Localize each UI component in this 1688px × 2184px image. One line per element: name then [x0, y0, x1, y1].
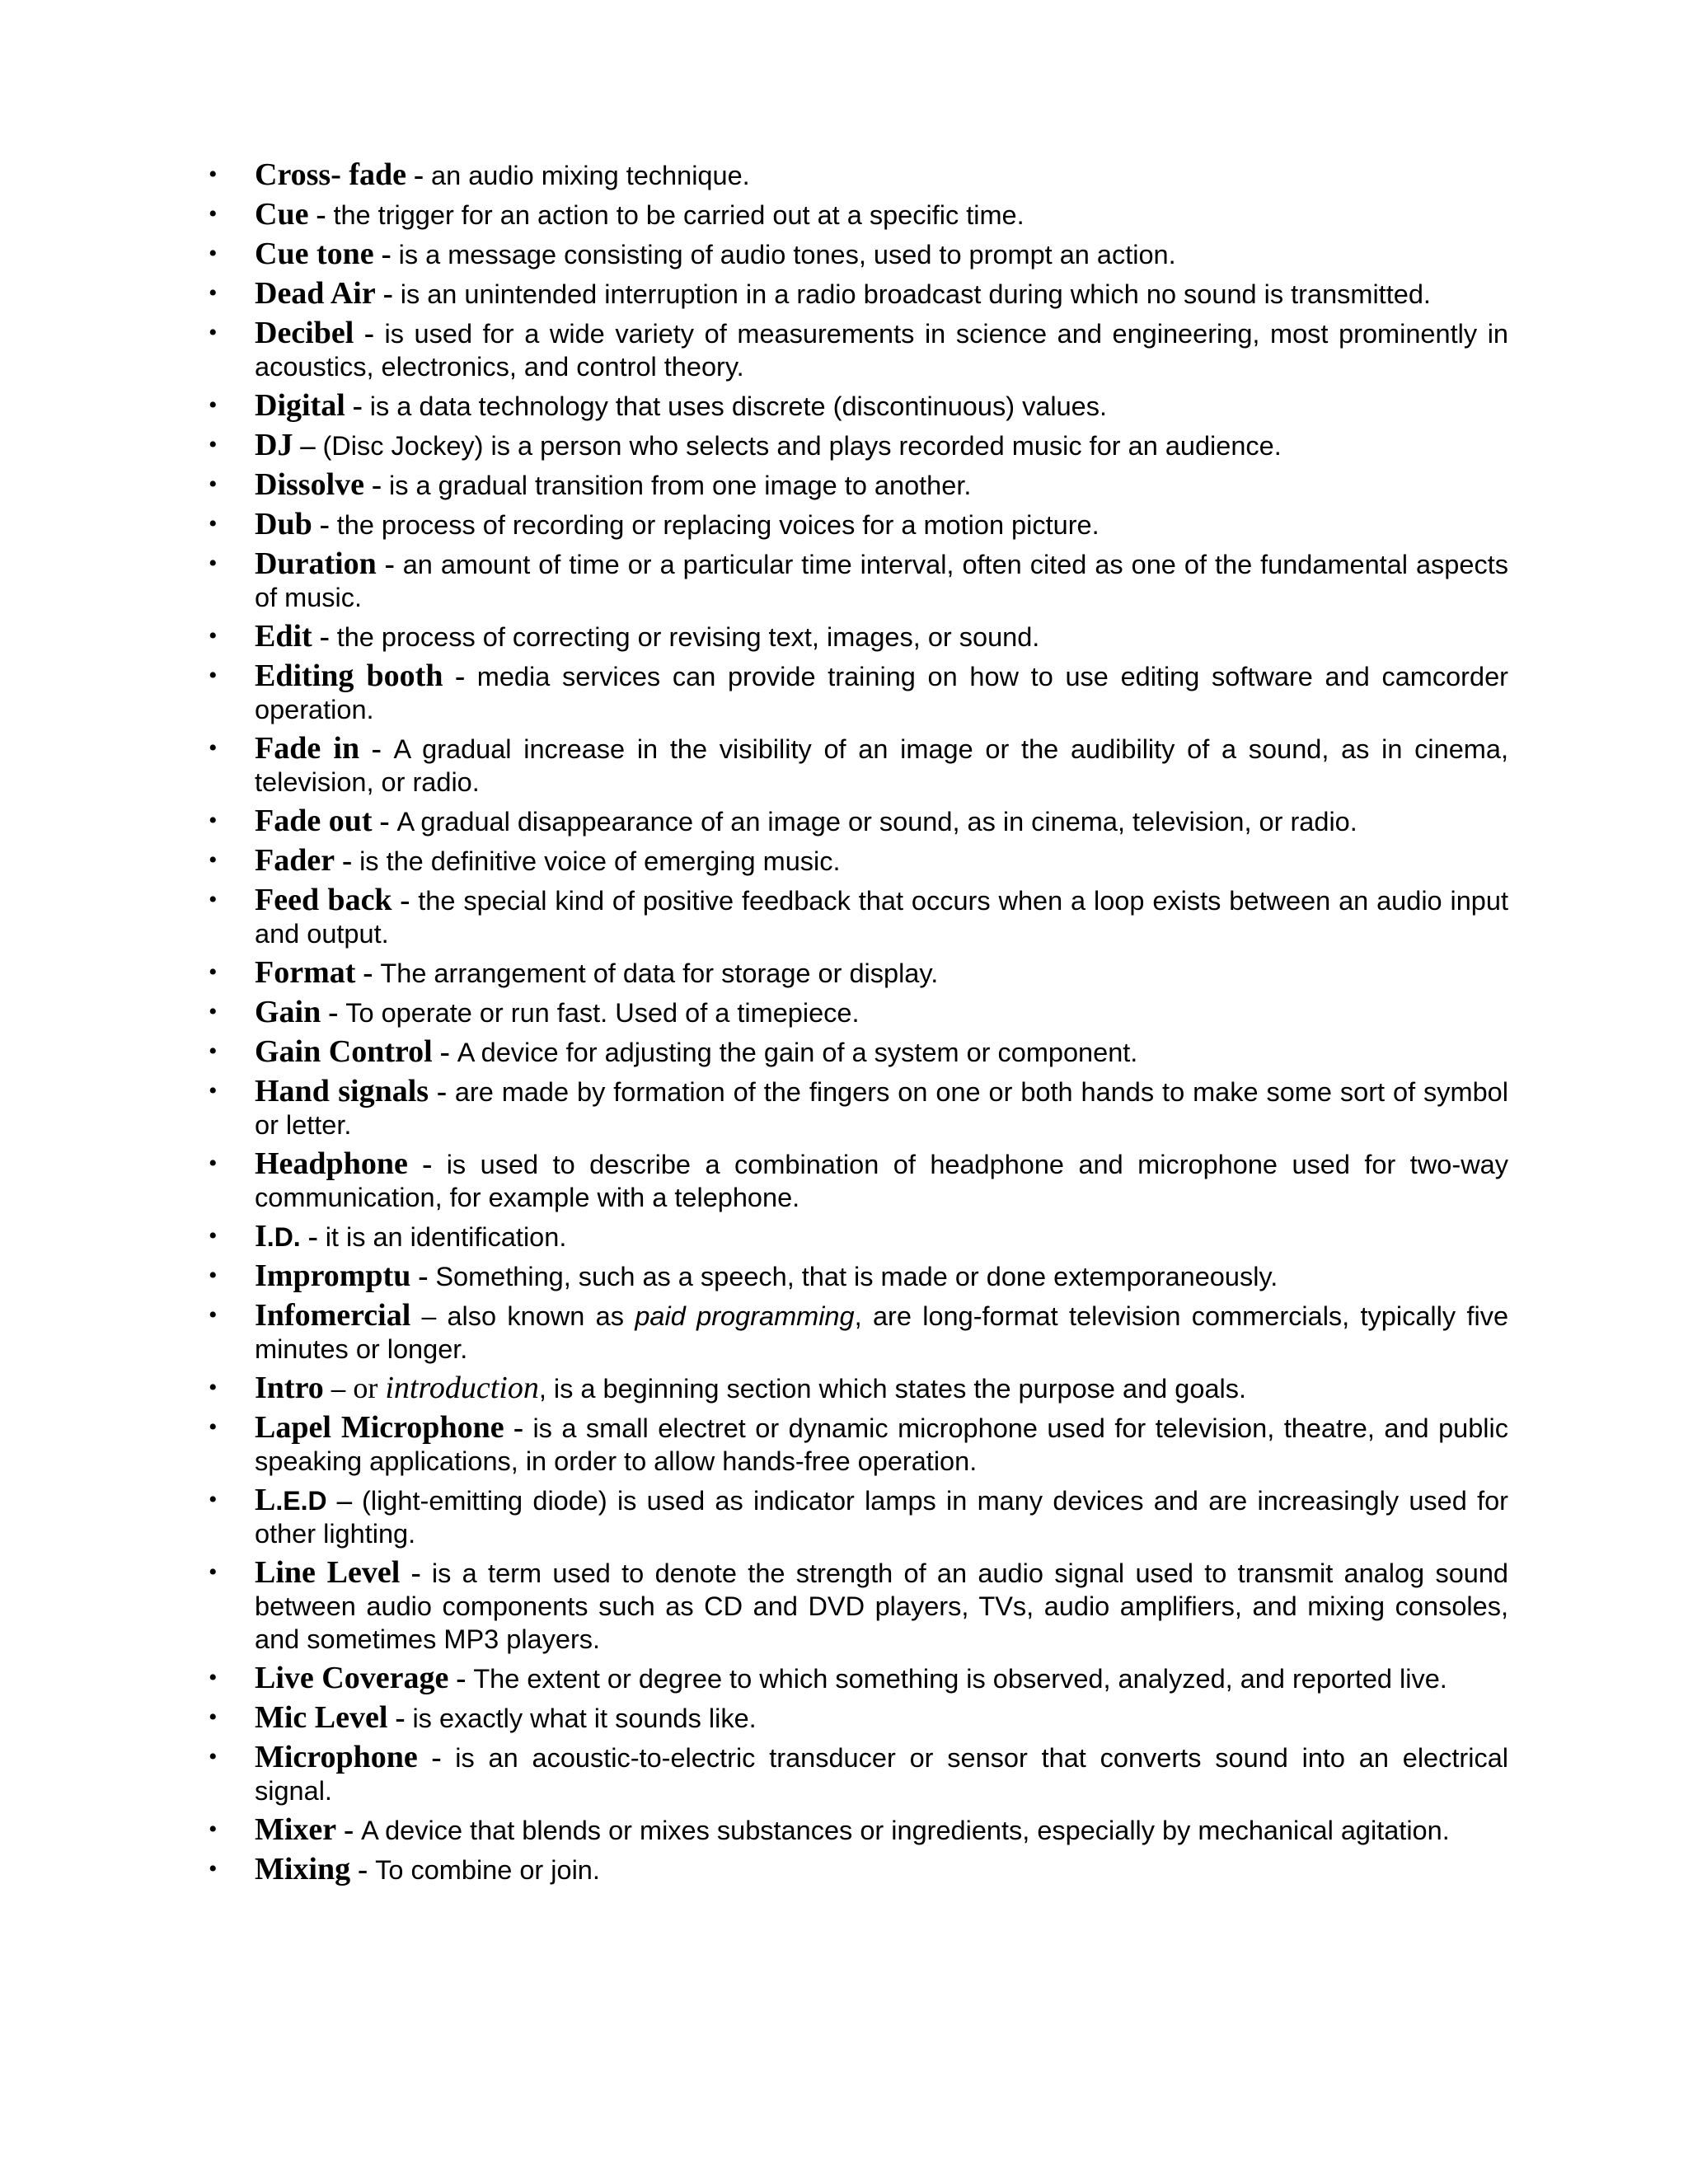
bullet-icon: • [209, 1855, 218, 1882]
glossary-definition: is used to describe a combination of headphone and microphone used for two-way communication, for example with a telephone. [255, 1150, 1508, 1212]
glossary-entry [202, 883, 1508, 950]
bullet-icon: • [209, 1743, 218, 1770]
bullet-icon: • [209, 161, 218, 188]
bullet-icon: • [209, 510, 218, 537]
bullet-icon: • [209, 1077, 218, 1104]
bullet-icon: • [209, 391, 218, 419]
glossary-definition: is the definitive voice of emerging music. [359, 846, 841, 876]
bullet-icon: • [209, 998, 218, 1025]
bullet-icon: • [209, 1374, 218, 1401]
bullet-icon: • [209, 1222, 218, 1249]
glossary-definition: is exactly what it sounds like. [412, 1704, 757, 1733]
term-separator: - [417, 1741, 456, 1774]
glossary-definition: is a message consisting of audio tones, used to prompt an action. [398, 240, 1176, 269]
term-separator: - [448, 1661, 474, 1694]
term-separator: - [354, 316, 385, 349]
glossary-definition: an amount of time or a particular time interval, often cited as one of the fundamental aspects of music. [255, 550, 1508, 612]
bullet-icon: • [209, 1301, 218, 1329]
glossary-entry [202, 1483, 1508, 1550]
glossary-term: Microphone [255, 1740, 418, 1774]
term-separator: - [312, 620, 337, 653]
glossary-term: Hand signals [255, 1074, 429, 1108]
glossary-term: Digital [255, 388, 345, 423]
bullet-icon: • [209, 1150, 218, 1177]
bullet-icon: • [209, 1413, 218, 1441]
definition-text: , are long-format television commercials, typically five minutes or longer. [255, 1301, 1509, 1364]
glossary-entry [202, 1147, 1508, 1214]
glossary-term: Cue [255, 197, 309, 232]
term-separator: - [504, 1411, 533, 1444]
bullet-icon: • [209, 1558, 218, 1586]
term-separator: - [372, 804, 397, 837]
term-separator: - [392, 883, 419, 916]
glossary-entry [202, 316, 1508, 383]
term-separator: - [400, 1556, 432, 1589]
glossary-definition: the trigger for an action to be carried out at a specific time. [333, 200, 1025, 230]
bullet-icon: • [209, 622, 218, 649]
term-separator: - [376, 547, 403, 580]
glossary-entry [202, 1556, 1508, 1656]
definition-italic-text: paid programming [635, 1301, 855, 1331]
glossary-definition: The extent or degree to which something is observed, analyzed, and reported live. [473, 1664, 1447, 1694]
bullet-icon: • [209, 886, 218, 913]
glossary-definition: the process of recording or replacing voices for a motion picture. [336, 510, 1100, 540]
glossary-entry [202, 389, 1508, 423]
glossary-entry [202, 956, 1508, 990]
term-separator: - [429, 1075, 455, 1108]
term-separator: - [350, 1853, 376, 1886]
glossary-definition: the process of correcting or revising text, images, or sound. [336, 622, 1040, 652]
glossary-definition: is an unintended interruption in a radio broadcast during which no sound is transmitted. [400, 279, 1431, 309]
term-separator: - [364, 468, 389, 501]
glossary-definition: is a gradual transition from one image to another. [389, 471, 972, 500]
definition-serif-text: or [353, 1371, 386, 1404]
glossary-term: Live Coverage [255, 1661, 449, 1695]
bullet-icon: • [209, 958, 218, 986]
glossary-term-abbr: .E.D [275, 1486, 327, 1516]
glossary-definition: is used for a wide variety of measurements in science and engineering, most prominently in acoustics, electronics, and control theory. [255, 319, 1508, 382]
glossary-definition: is an acoustic-to-electric transducer or sensor that converts sound into an electrical signal. [255, 1743, 1508, 1806]
glossary-definition: A gradual increase in the visibility of an image or the audibility of a sound, as in cinema, television, or radio. [255, 734, 1508, 797]
glossary-term: Intro [255, 1371, 324, 1405]
glossary-term: Headphone [255, 1146, 408, 1181]
glossary-term-lead: I [255, 1219, 267, 1254]
bullet-icon: • [209, 1816, 218, 1843]
bullet-icon: • [209, 471, 218, 498]
term-separator: - [443, 659, 477, 692]
glossary-term: Impromptu [255, 1258, 411, 1293]
glossary-definition: The arrangement of data for storage or display. [380, 958, 939, 988]
term-separator: - [407, 1147, 447, 1180]
bullet-icon: • [209, 734, 218, 762]
glossary-definition: it is an identification. [325, 1222, 567, 1252]
glossary-term: Mixing [255, 1852, 351, 1886]
bullet-icon: • [209, 1038, 218, 1065]
glossary-entry [202, 804, 1508, 838]
glossary-entry [202, 1371, 1508, 1405]
bullet-icon: • [209, 662, 218, 689]
glossary-entry [202, 1661, 1508, 1695]
bullet-icon: • [209, 319, 218, 346]
glossary-term: Cue tone [255, 237, 374, 271]
glossary-term: Dissolve [255, 467, 364, 502]
bullet-icon: • [209, 1664, 218, 1691]
glossary-definition: is a term used to denote the strength of an audio signal used to transmit analog sound between audio components such as CD and DVD players, TVs, audio amplifiers, and mixing consoles, and sometimes MP3 players. [255, 1558, 1508, 1654]
bullet-icon: • [209, 846, 218, 874]
glossary-list [202, 158, 1508, 1892]
glossary-entry [202, 1411, 1508, 1478]
glossary-definition: (light-emitting diode) is used as indicator lamps in many devices and are increasingly used for other lighting. [255, 1486, 1508, 1549]
glossary-term: Gain [255, 995, 321, 1029]
glossary-term: Fade in [255, 731, 360, 766]
glossary-entry [202, 1035, 1508, 1069]
definition-text: , is a beginning section which states the purpose and goals. [538, 1374, 1247, 1404]
glossary-term: Fader [255, 843, 335, 878]
bullet-icon: • [209, 550, 218, 577]
glossary-entry [202, 732, 1508, 799]
term-separator: – [323, 1374, 354, 1404]
glossary-entry [202, 620, 1508, 654]
term-separator: - [359, 732, 394, 765]
glossary-definition: (Disc Jockey) is a person who selects and plays recorded music for an audience. [322, 431, 1282, 461]
glossary-term: Editing booth [255, 658, 443, 693]
glossary-entry [202, 198, 1508, 232]
glossary-definition: is a data technology that uses discrete (discontinuous) values. [369, 391, 1108, 421]
glossary-entry [202, 1075, 1508, 1141]
glossary-term: Gain Control [255, 1034, 433, 1069]
glossary-entry [202, 1853, 1508, 1886]
glossary-term: Infomercial [255, 1298, 411, 1333]
glossary-entry [202, 158, 1508, 192]
term-separator: - [321, 996, 346, 1029]
glossary-entry [202, 659, 1508, 726]
glossary-entry [202, 468, 1508, 502]
glossary-definition: the special kind of positive feedback that occurs when a loop exists between an audio input and output. [255, 886, 1508, 949]
glossary-definition: Something, such as a speech, that is made or done extemporaneously. [435, 1262, 1278, 1291]
glossary-entry [202, 844, 1508, 878]
term-separator: - [335, 844, 360, 877]
term-separator: - [432, 1035, 457, 1068]
glossary-term: Lapel Microphone [255, 1410, 504, 1445]
glossary-term: Fade out [255, 804, 373, 838]
term-separator: - [387, 1701, 413, 1734]
glossary-entry [202, 1299, 1508, 1366]
term-separator: - [410, 1259, 436, 1292]
term-separator: – [410, 1301, 448, 1331]
bullet-icon: • [209, 279, 218, 307]
glossary-entry [202, 1813, 1508, 1847]
term-separator: - [336, 1813, 362, 1846]
bullet-icon: • [209, 200, 218, 227]
glossary-entry [202, 1220, 1508, 1254]
glossary-term: Duration [255, 546, 377, 581]
glossary-entry [202, 508, 1508, 541]
glossary-definition [353, 1371, 1247, 1405]
glossary-term-lead: L [255, 1483, 276, 1517]
term-separator: – [326, 1483, 363, 1516]
glossary-term: Dub [255, 507, 312, 541]
bullet-icon: • [209, 1704, 218, 1731]
bullet-icon: • [209, 431, 218, 458]
glossary-entry [202, 237, 1508, 271]
glossary-entry [202, 277, 1508, 311]
term-separator: - [373, 237, 399, 270]
glossary-term: Format [255, 955, 356, 990]
glossary-term: Line Level [255, 1555, 401, 1590]
glossary-term: Dead Air [255, 276, 376, 311]
bullet-icon: • [209, 1486, 218, 1513]
glossary-definition: A gradual disappearance of an image or sound, as in cinema, television, or radio. [396, 807, 1357, 837]
term-separator: - [375, 277, 401, 310]
glossary-definition: are made by formation of the fingers on one or both hands to make some sort of symbol or letter. [255, 1077, 1508, 1140]
glossary-term [255, 1219, 301, 1254]
definition-text: also known as [447, 1301, 635, 1331]
glossary-term: Mixer [255, 1812, 337, 1847]
glossary-definition: is a small electret or dynamic microphone used for television, theatre, and public speaking applications, in order to allow hands-free operation. [255, 1413, 1508, 1476]
glossary-term: Feed back [255, 883, 392, 917]
bullet-icon: • [209, 1262, 218, 1289]
glossary-definition: media services can provide training on how to use editing software and camcorder operation. [255, 662, 1508, 724]
glossary-entry [202, 547, 1508, 614]
glossary-entry [202, 1741, 1508, 1807]
glossary-term-abbr: .D. [266, 1222, 301, 1252]
glossary-entry [202, 996, 1508, 1029]
glossary-definition: A device for adjusting the gain of a system or component. [457, 1038, 1138, 1067]
glossary-term: Mic Level [255, 1700, 388, 1735]
definition-italic-term: introduction [385, 1371, 539, 1405]
glossary-definition: To combine or join. [375, 1855, 600, 1885]
bullet-icon: • [209, 807, 218, 834]
glossary-term: DJ [255, 428, 293, 462]
bullet-icon: • [209, 240, 218, 267]
term-separator: - [308, 198, 334, 231]
term-separator: - [312, 508, 337, 541]
term-separator: - [355, 956, 381, 989]
glossary-term: Edit [255, 619, 312, 654]
glossary-term: Decibel [255, 316, 354, 350]
term-separator: - [345, 389, 370, 422]
glossary-definition: an audio mixing technique. [431, 161, 750, 190]
term-separator: - [406, 158, 432, 191]
glossary-definition: To operate or run fast. Used of a timepiece. [345, 998, 860, 1028]
glossary-entry [202, 1701, 1508, 1735]
term-separator: - [300, 1220, 326, 1253]
glossary-term [255, 1483, 327, 1517]
term-separator: – [293, 429, 323, 462]
glossary-term: Cross- fade [255, 157, 407, 192]
glossary-entry [202, 1259, 1508, 1293]
glossary-entry [202, 429, 1508, 462]
glossary-definition: A device that blends or mixes substances or ingredients, especially by mechanical agitation. [361, 1816, 1450, 1845]
